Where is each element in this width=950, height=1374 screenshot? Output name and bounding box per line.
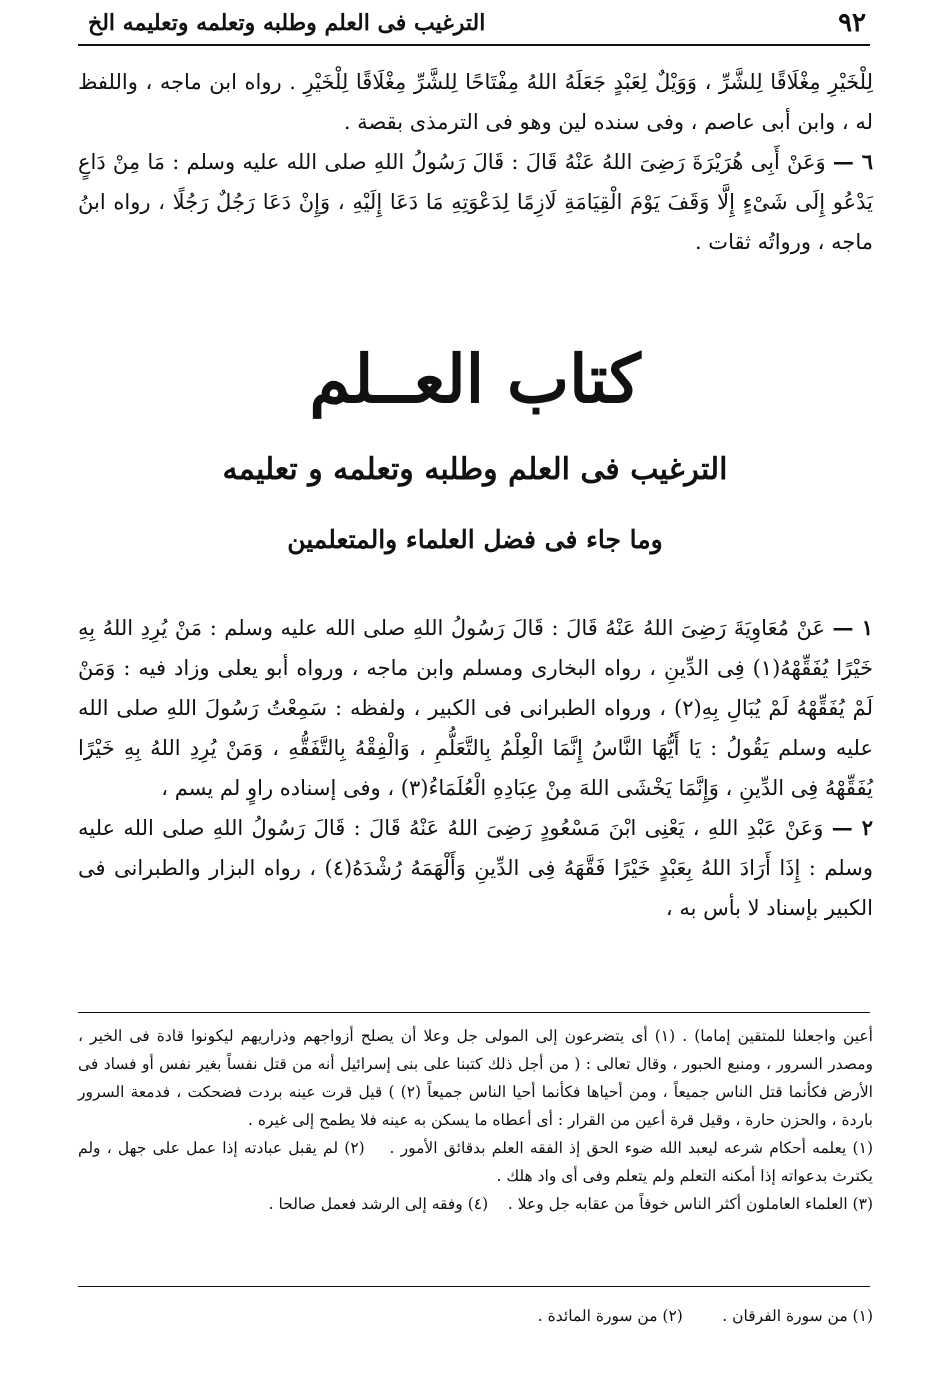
footnote-divider	[78, 1012, 870, 1013]
footnote-row	[78, 1190, 873, 1218]
hadith-6	[78, 142, 873, 262]
footnote-2: (٢) لم يقبل عبادته إذا عمل على جهل ، ولم يكترث بدعواته إذا أمكنه التعلم ولم يتعلم وفى أى واد هلك .	[78, 1139, 873, 1185]
page-header	[78, 4, 870, 46]
chapter-title: الترغيب فى العلم وطلبه وتعلمه و تعليمه	[222, 452, 728, 487]
hadith-section	[78, 608, 873, 928]
reference-divider	[78, 1286, 870, 1287]
reference-row	[78, 1302, 873, 1330]
footnote-1: (١) يعلمه أحكام شرعه ليعبد الله ضوء الحق إذ الفقه العلم بدقائق الأمور .	[389, 1139, 873, 1157]
footnote-row	[78, 1134, 873, 1190]
hadith-1	[78, 608, 873, 808]
running-title: الترغيب فى العلم وطلبه وتعلمه وتعليمه الخ	[88, 10, 486, 36]
footnote-3: (٣) العلماء العاملون أكثر الناس خوفاً من عقابه جل وعلا .	[507, 1195, 873, 1213]
hadith-text: وَعَنْ أَبِى هُرَيْرَةَ رَضِىَ اللهُ عَنْهُ قَالَ : قَالَ رَسُولُ اللهِ صلى الله عليه وسلم : مَا مِنْ دَاعٍ يَدْعُو إِلَى شَىْءٍ إِلَّا وَقَفَ يَوْمَ الْقِيَامَةِ لَازِمًا لِدَعْوَتِهِ مَا دَعَا إِلَيْهِ ، وَإِنْ دَعَا رَجُلٌ رَجُلًا ، رواه ابنُ ماجه ، ورواتُه ثقات .	[78, 150, 873, 254]
references	[78, 1302, 873, 1330]
continued-section	[78, 62, 873, 262]
reference-1: (١) من سورة الفرقان .	[722, 1307, 873, 1325]
hadith-number: ٦ —	[832, 149, 873, 174]
hadith-text: عَنْ مُعَاوِيَةَ رَضِىَ اللهُ عَنْهُ قَالَ : قَالَ رَسُولُ اللهِ صلى الله عليه وسلم : مَنْ يُرِدِ اللهُ بِهِ خَيْرًا يُفَقِّهْهُ(١) فِى الدِّينِ ، رواه البخارى ومسلم وابن ماجه ، ورواه أبو يعلى وزاد فيه : وَمَنْ لَمْ يُفَقِّهْهُ لَمْ يُبَالِ بِهِ(٢) ، ورواه الطبرانى فى الكبير ، ولفظه : سَمِعْتُ رَسُولَ اللهِ صلى الله عليه وسلم يَقُولُ : يَا أَيُّهَا النَّاسُ إِنَّمَا الْعِلْمُ بِالتَّعَلُّمِ ، وَالْفِقْهُ بِالتَّفَقُّهِ ، وَمَنْ يُرِدِ اللهُ بِهِ خَيْرًا يُفَقِّهْهُ فِى الدِّينِ ، وَإِنَّمَا يَخْشَى اللهَ مِنْ عِبَادِهِ الْعُلَمَاءُ(٣) ، وفى إسناده راوٍ لم يسم ،	[78, 616, 874, 800]
hadith-2	[78, 808, 873, 928]
hadith-text: وَعَنْ عَبْدِ اللهِ ، يَعْنِى ابْنَ مَسْعُودٍ رَضِىَ اللهُ عَنْهُ قَالَ : قَالَ رَسُولُ اللهِ صلى الله عليه وسلم : إِذَا أَرَادَ اللهُ بِعَبْدٍ خَيْرًا فَقَّهَهُ فِى الدِّينِ وَأَلْهَمَهُ رُشْدَهُ(٤) ، رواه البزار والطبرانى فى الكبير بإسناد لا بأس به ،	[78, 816, 873, 920]
footnotes	[78, 1022, 873, 1218]
book-title: كتاب العــلم	[309, 340, 641, 418]
chapter-subtitle: وما جاء فى فضل العلماء والمتعلمين	[287, 525, 663, 554]
hadith-number: ٢ —	[831, 815, 873, 840]
footnote-4: (٤) وفقه إلى الرشد فعمل صالحا .	[268, 1195, 489, 1213]
hadith-number: ١ —	[832, 615, 873, 640]
reference-2: (٢) من سورة المائدة .	[537, 1307, 683, 1325]
continued-paragraph: لِلْخَيْرِ مِغْلَاقًا لِلشَّرِّ ، وَوَيْلٌ لِعَبْدٍ جَعَلَهُ اللهُ مِفْتَاحًا لِلشَّرِّ مِغْلَاقًا لِلْخَيْرِ . رواه ابن ماجه ، واللفظ له ، وابن أبى عاصم ، وفى سنده لين وهو فى الترمذى بقصة .	[78, 70, 873, 134]
footnote-previous-page: أعين واجعلنا للمتقين إماما) . (١) أى يتضرعون إلى المولى جل وعلا أن يصلح أزواجهم وذراريهم ليكونوا قادة فى الخير ، ومصدر السرور ، ومنبع الحبور ، وقال تعالى : ( من أجل ذلك كتبنا على بنى إسرائيل أنه من قتل نفساً بغير نفس أو فساد فى الأرض فكأنما قتل الناس جميعاً ، ومن أحياها فكأنما أحيا الناس جميعاً (٢) ) قيل قرت عينه بردت فضحكت ، فدمعة السرور باردة ، والحزن حارة ، وقيل قرة أعين من القرار : أى أعطاه ما يسكن به عينه فلا يطمح إلى غيره .	[78, 1027, 873, 1129]
page-number: ٩٢	[838, 8, 866, 38]
